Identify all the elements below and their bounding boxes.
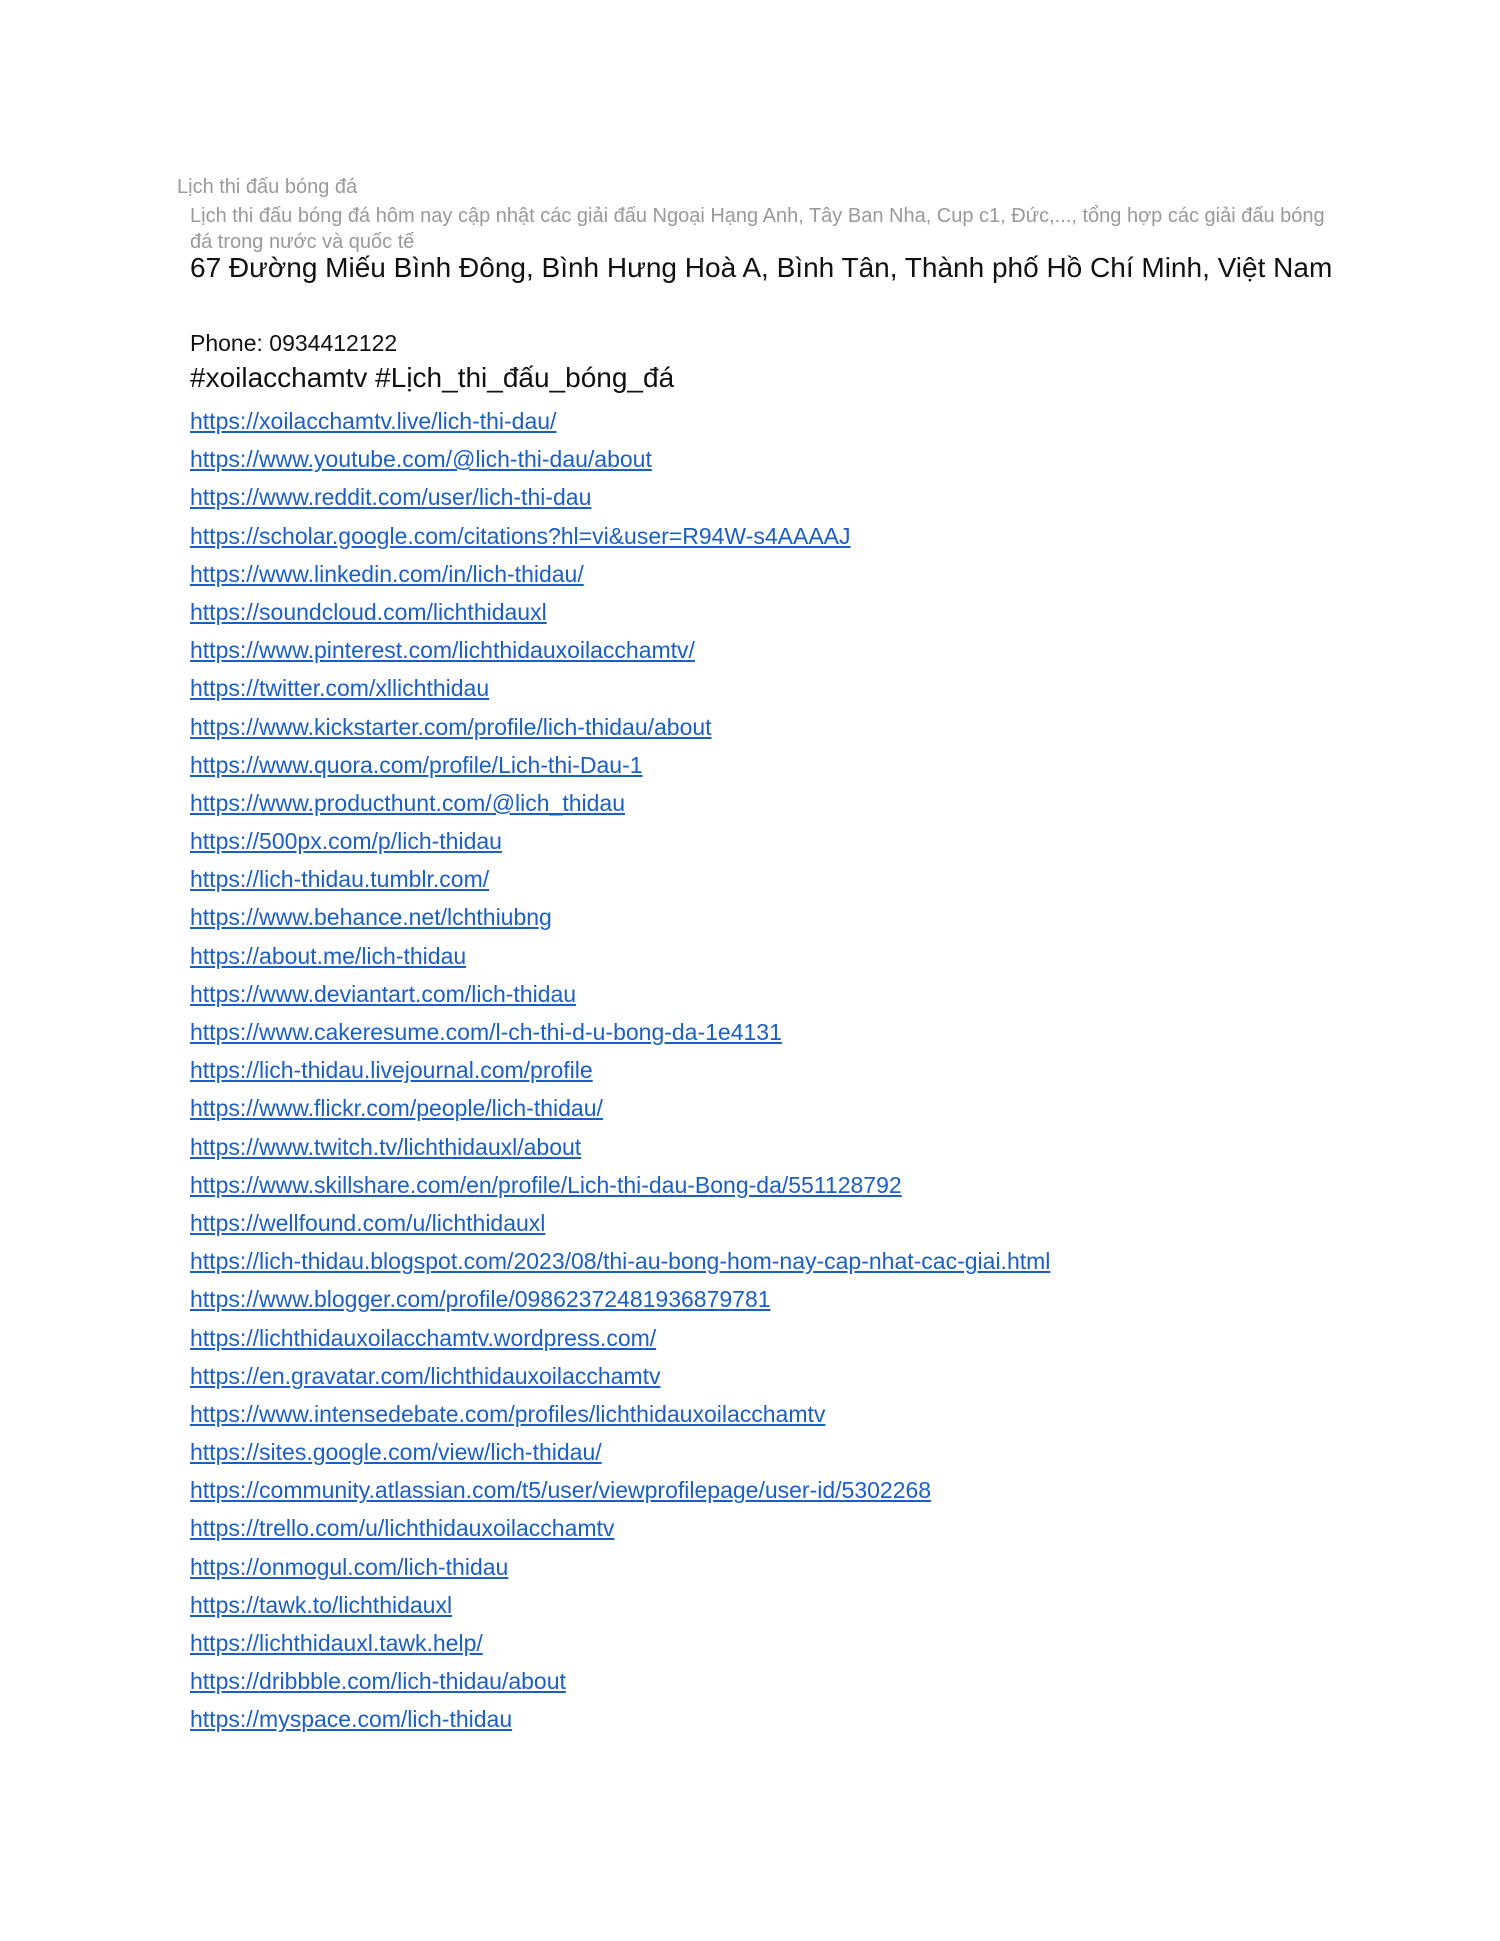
profile-link[interactable]: https://community.atlassian.com/t5/user/viewprofilepage/user-id/5302268 xyxy=(190,1477,932,1504)
profile-link[interactable]: https://www.flickr.com/people/lich-thidau/ xyxy=(190,1095,603,1122)
profile-link[interactable]: https://scholar.google.com/citations?hl=vi&user=R94W-s4AAAAJ xyxy=(190,522,851,549)
address: 67 Đường Miếu Bình Đông, Bình Hưng Hoà A, Bình Tân, Thành phố Hồ Chí Minh, Việt Nam xyxy=(190,252,1333,283)
profile-link[interactable]: https://www.deviantart.com/lich-thidau xyxy=(190,980,577,1007)
profile-link[interactable]: https://soundcloud.com/lichthidauxl xyxy=(190,598,547,625)
profile-link[interactable]: https://lich-thidau.livejournal.com/profile xyxy=(190,1057,593,1084)
profile-link[interactable]: https://sites.google.com/view/lich-thidau/ xyxy=(190,1439,602,1466)
profile-link[interactable]: https://www.twitch.tv/lichthidauxl/about xyxy=(190,1133,582,1160)
profile-link[interactable]: https://www.pinterest.com/lichthidauxoilacchamtv/ xyxy=(190,637,695,664)
profile-link[interactable]: https://wellfound.com/u/lichthidauxl xyxy=(190,1209,546,1236)
profile-link[interactable]: https://tawk.to/lichthidauxl xyxy=(190,1591,453,1618)
profile-link[interactable]: https://lich-thidau.tumblr.com/ xyxy=(190,866,490,893)
profile-link[interactable]: https://www.kickstarter.com/profile/lich-thidau/about xyxy=(190,713,712,740)
profile-link[interactable]: https://www.behance.net/lchthiubng xyxy=(190,904,552,931)
profile-link[interactable]: https://trello.com/u/lichthidauxoilacchamtv xyxy=(190,1515,615,1542)
profile-link[interactable]: https://500px.com/p/lich-thidau xyxy=(190,828,502,855)
profile-link[interactable]: https://twitter.com/xllichthidau xyxy=(190,675,490,702)
profile-link[interactable]: https://lichthidauxl.tawk.help/ xyxy=(190,1630,483,1656)
profile-link[interactable]: https://dribbble.com/lich-thidau/about xyxy=(190,1668,566,1695)
profile-link[interactable]: https://onmogul.com/lich-thidau xyxy=(190,1553,509,1580)
profile-link[interactable]: https://about.me/lich-thidau xyxy=(190,942,467,969)
profile-link[interactable]: https://www.blogger.com/profile/09862372481936879781 xyxy=(190,1286,771,1313)
profile-link[interactable]: https://www.reddit.com/user/lich-thi-dau xyxy=(190,484,592,511)
profile-link[interactable]: https://www.youtube.com/@lich-thi-dau/about xyxy=(190,446,652,473)
link-list xyxy=(190,402,1050,1739)
profile-link[interactable]: https://lich-thidau.blogspot.com/2023/08/thi-au-bong-hom-nay-cap-nhat-cac-giai.html xyxy=(190,1248,1051,1275)
page-title: Lịch thi đấu bóng đá xyxy=(177,176,358,198)
profile-link[interactable]: https://myspace.com/lich-thidau xyxy=(190,1706,513,1733)
profile-link[interactable]: https://www.producthunt.com/@lich_thidau xyxy=(190,789,626,816)
profile-link[interactable]: https://en.gravatar.com/lichthidauxoilacchamtv xyxy=(190,1362,661,1389)
profile-link[interactable]: https://www.quora.com/profile/Lich-thi-Dau-1 xyxy=(190,751,643,778)
hashtags: #xoilacchamtv #Lịch_thi_đấu_bóng_đá xyxy=(190,362,675,393)
description: Lịch thi đấu bóng đá hôm nay cập nhật các giải đấu Ngoại Hạng Anh, Tây Ban Nha, Cup c1, Đức,..., tổng hợp các giải đấu bóng đá trong nước và quốc tế xyxy=(190,205,1325,253)
phone: Phone: 0934412122 xyxy=(190,330,398,356)
profile-link[interactable]: https://www.intensedebate.com/profiles/lichthidauxoilacchamtv xyxy=(190,1400,826,1427)
profile-link[interactable]: https://lichthidauxoilacchamtv.wordpress.com/ xyxy=(190,1324,657,1351)
profile-link[interactable]: https://www.cakeresume.com/l-ch-thi-d-u-bong-da-1e4131 xyxy=(190,1019,782,1045)
profile-link[interactable]: https://www.skillshare.com/en/profile/Lich-thi-dau-Bong-da/551128792 xyxy=(190,1171,902,1198)
profile-link[interactable]: https://xoilacchamtv.live/lich-thi-dau/ xyxy=(190,408,557,434)
profile-link[interactable]: https://www.linkedin.com/in/lich-thidau/ xyxy=(190,560,584,587)
